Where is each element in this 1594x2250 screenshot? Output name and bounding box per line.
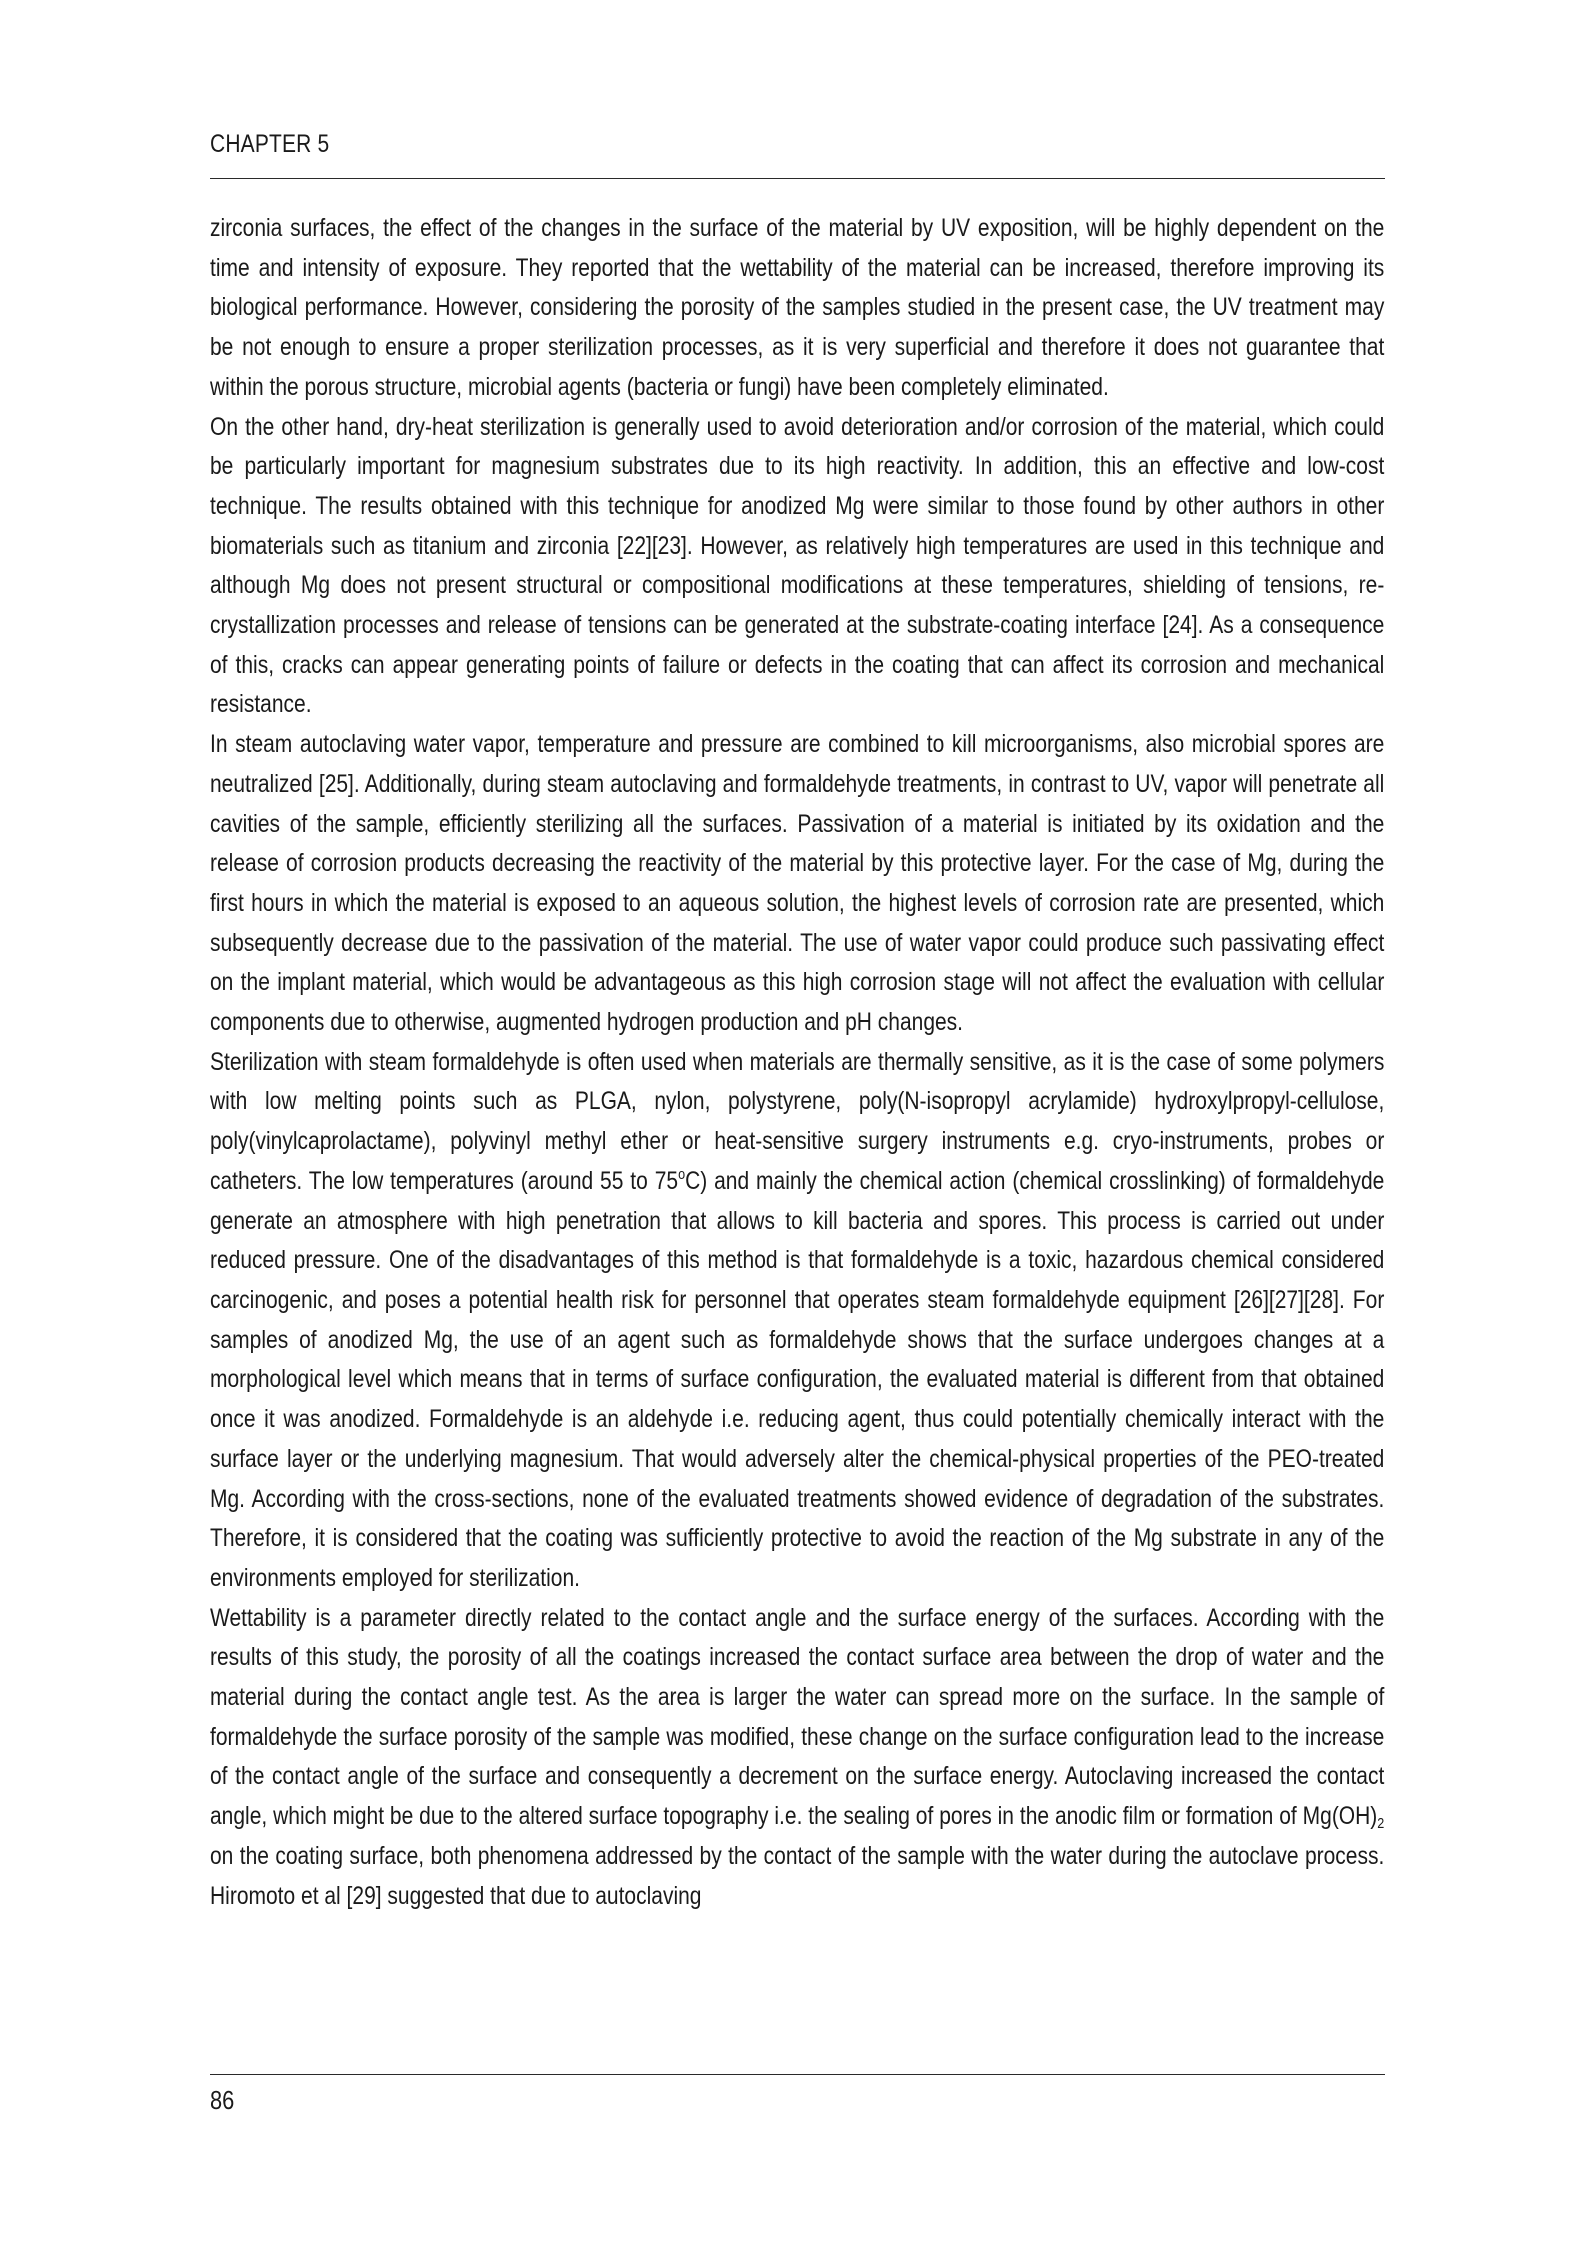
page-number: 86 bbox=[210, 2085, 235, 2115]
degree-superscript: o bbox=[678, 1165, 686, 1183]
paragraph-wettability bbox=[210, 1599, 1384, 1917]
paragraph-text: Wettability is a parameter directly related to the contact angle and the surface energy of the surfaces. According with the results of this study, the porosity of all the coatings increased the contact surface area between the drop of water and the material during the contact angle test. As the area is larger the water can spread more on the surface. In the sample of formaldehyde the surface porosity of the sample was modified, these change on the surface configuration lead to the increase of the contact angle of the surface and consequently a decrement on the surface energy. Autoclaving increased the contact angle, which might be due to the altered surface topography i.e. the sealing of pores in the anodic film or formation of Mg(OH) bbox=[210, 1603, 1385, 1831]
paragraph-steam-formaldehyde bbox=[210, 1043, 1384, 1599]
paragraph-text: C) and mainly the chemical action (chemical crosslinking) of formaldehyde generate an atmosphere with high penetration that allows to kill bacteria and spores. This process is carried out under reduced pressure. One of the disadvantages of this method is that formaldehyde is a toxic, hazardous chemical considered carcinogenic, and poses a potential health risk for personnel that operates steam formaldehyde equipment [26][27][28]. For samples of anodized Mg, the use of an agent such as formaldehyde shows that the surface undergoes changes at a morphological level which means that in terms of surface configuration, the evaluated material is different from that obtained once it was anodized. Formaldehyde is an aldehyde i.e. reducing agent, thus could potentially chemically interact with the surface layer or the underlying magnesium. That would adversely alter the chemical-physical properties of the PEO-treated Mg. According with the cross-sections, none of the evaluated treatments showed evidence of degradation of the substrates. Therefore, it is considered that the coating was sufficiently protective to avoid the reaction of the Mg substrate in any of the environments employed for sterilization. bbox=[210, 1166, 1385, 1592]
paragraph-dry-heat: On the other hand, dry-heat sterilization is generally used to avoid deterioration and/or corrosion of the material, which could be particularly important for magnesium substrates due to its high reactivity. In addition, this an effective and low-cost technique. The results obtained with this technique for anodized Mg were similar to those found by other authors in other biomaterials such as titanium and zirconia [22][23]. However, as relatively high temperatures are used in this technique and although Mg does not present structural or compositional modifications at these temperatures, shielding of tensions, re-crystallization processes and release of tensions can be generated at the substrate-coating interface [24]. As a consequence of this, cracks can appear generating points of failure or defects in the coating that can affect its corrosion and mechanical resistance. bbox=[210, 412, 1385, 719]
paragraph-uv-exposure: zirconia surfaces, the effect of the changes in the surface of the material by UV exposition, will be highly dependent on the time and intensity of exposure. They reported that the wettability of the material can be increased, therefore improving its biological performance. However, considering the porosity of the samples studied in the present case, the UV treatment may be not enough to ensure a proper sterilization processes, as it is very superficial and therefore it does not guarantee that within the porous structure, microbial agents (bacteria or fungi) have been completely eliminated. bbox=[210, 214, 1385, 401]
footer-divider bbox=[210, 2074, 1385, 2075]
paragraph-text: on the coating surface, both phenomena addressed by the contact of the sample with the water during the autoclave process. Hiromoto et al [29] suggested that due to autoclaving bbox=[210, 1841, 1385, 1910]
paragraph-steam-autoclaving: In steam autoclaving water vapor, temperature and pressure are combined to kill microorganisms, also microbial spores are neutralized [25]. Additionally, during steam autoclaving and formaldehyde treatments, in contrast to UV, vapor will penetrate all cavities of the sample, efficiently sterilizing all the surfaces. Passivation of a material is initiated by its oxidation and the release of corrosion products decreasing the reactivity of the material by this protective layer. For the case of Mg, during the first hours in which the material is exposed to an aqueous solution, the highest levels of corrosion rate are presented, which subsequently decrease due to the passivation of the material. The use of water vapor could produce such passivating effect on the implant material, which would be advantageous as this high corrosion stage will not affect the evaluation with cellular components due to otherwise, augmented hydrogen production and pH changes. bbox=[210, 730, 1385, 1037]
body-text bbox=[210, 209, 1384, 1916]
chapter-heading: CHAPTER 5 bbox=[210, 130, 330, 158]
header-divider bbox=[210, 178, 1385, 179]
chemical-subscript: 2 bbox=[1377, 1815, 1385, 1833]
paragraph-text: Sterilization with steam formaldehyde is often used when materials are thermally sensitive, as it is the case of some polymers with low melting points such as PLGA, nylon, polystyrene, poly(N-isopropyl acrylamide) hydroxylpropyl-cellulose, poly(vinylcaprolactame), polyvinyl methyl ether or heat-sensitive surgery instruments e.g. cryo-instruments, probes or catheters. The low temperatures (around 55 to 75 bbox=[210, 1047, 1385, 1195]
